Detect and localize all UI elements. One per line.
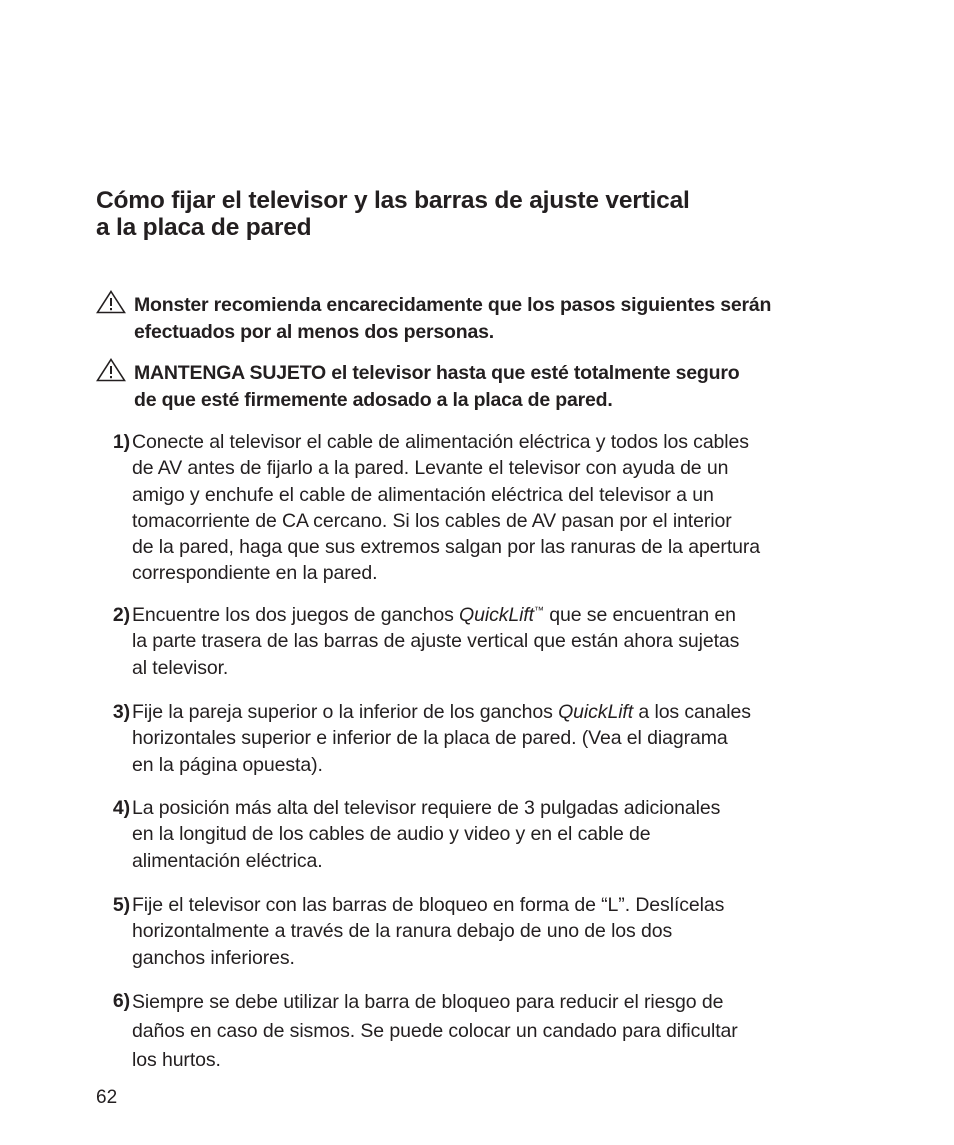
- step-text: [132, 795, 876, 874]
- warning-two-people: [96, 292, 876, 346]
- warning-line: MANTENGA SUJETO el televisor hasta que esté totalmente seguro: [134, 362, 740, 384]
- warning-hold-tv: [96, 360, 876, 414]
- step-line-part: Fije la pareja superior o la inferior de los ganchos: [132, 701, 559, 723]
- warning-triangle-icon: [96, 290, 126, 314]
- step-line: Conecte al televisor el cable de alimentación eléctrica y todos los cables: [132, 431, 749, 453]
- step-line: Siempre se debe utilizar la barra de bloqueo para reducir el riesgo de: [132, 991, 724, 1013]
- step-line: al televisor.: [132, 656, 229, 679]
- step-number: 3): [112, 701, 130, 723]
- step-text: [132, 988, 876, 1075]
- step-number: 5): [112, 894, 130, 916]
- step-text: [132, 602, 876, 681]
- section-title: [96, 187, 816, 241]
- step-2: [96, 602, 876, 681]
- warning-line: de que esté firmemente adosado a la placa de pared.: [134, 389, 613, 411]
- trademark-symbol: ™: [534, 605, 544, 617]
- section-title-line-2: a la placa de pared: [96, 214, 312, 241]
- step-line: daños en caso de sismos. Se puede colocar un candado para dificultar: [132, 1020, 738, 1042]
- step-6: [96, 988, 876, 1075]
- step-number: 6): [112, 990, 130, 1012]
- warning-text: [134, 360, 876, 414]
- step-text: [132, 699, 876, 778]
- step-text: [132, 892, 876, 971]
- step-line-part: que se encuentran en: [543, 604, 736, 626]
- warning-line: Monster recomienda encarecidamente que los pasos siguientes serán: [134, 294, 772, 316]
- warning-triangle-icon: [96, 358, 126, 382]
- quicklift-product-name: QuickLift: [459, 604, 535, 626]
- step-number: 4): [112, 797, 130, 819]
- step-4: [96, 795, 876, 874]
- step-line: amigo y enchufe el cable de alimentación eléctrica del televisor a un: [132, 483, 714, 506]
- step-line: correspondiente en la pared.: [132, 562, 378, 585]
- step-line: alimentación eléctrica.: [132, 849, 323, 872]
- step-line: [132, 699, 876, 725]
- step-line: de la pared, haga que sus extremos salgan por las ranuras de la apertura: [132, 536, 761, 559]
- quicklift-product-name: QuickLift: [558, 701, 634, 723]
- step-line: en la longitud de los cables de audio y video y en el cable de: [132, 823, 651, 846]
- step-line: la parte trasera de las barras de ajuste vertical que están ahora sujetas: [132, 630, 740, 653]
- step-number: 1): [112, 431, 130, 453]
- step-line: Fije el televisor con las barras de bloqueo en forma de “L”. Deslícelas: [132, 894, 725, 916]
- section-title-line-1: Cómo fijar el televisor y las barras de ajuste vertical: [96, 187, 690, 214]
- step-text: [132, 429, 876, 587]
- step-5: [96, 892, 876, 971]
- step-line: horizontales superior e inferior de la placa de pared. (Vea el diagrama: [132, 727, 728, 750]
- step-line: La posición más alta del televisor requiere de 3 pulgadas adicionales: [132, 797, 721, 819]
- step-line-part: a los canales: [633, 701, 751, 723]
- step-line: tomacorriente de CA cercano. Si los cables de AV pasan por el interior: [132, 509, 732, 532]
- warning-line: efectuados por al menos dos personas.: [134, 321, 494, 343]
- step-line: en la página opuesta).: [132, 753, 323, 776]
- step-number: 2): [112, 604, 130, 626]
- step-3: [96, 699, 876, 778]
- step-line: los hurtos.: [132, 1049, 221, 1071]
- warning-text: [134, 292, 876, 346]
- step-1: [96, 429, 876, 587]
- step-line: de AV antes de fijarlo a la pared. Levante el televisor con ayuda de un: [132, 457, 729, 480]
- page-number: 62: [96, 1087, 118, 1108]
- step-line: [132, 602, 876, 628]
- step-line: horizontalmente a través de la ranura debajo de uno de los dos: [132, 920, 673, 943]
- step-line-part: Encuentre los dos juegos de ganchos: [132, 604, 460, 626]
- step-line: ganchos inferiores.: [132, 946, 295, 969]
